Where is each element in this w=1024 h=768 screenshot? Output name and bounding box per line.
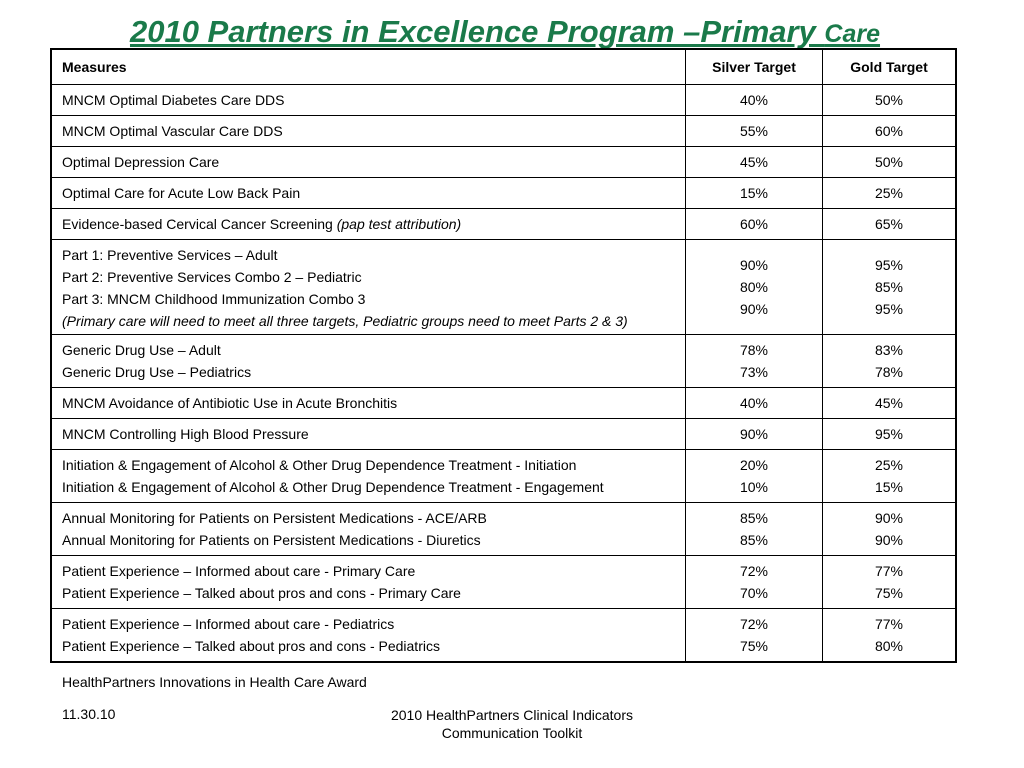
table-row xyxy=(51,178,956,209)
silver-value: 78% xyxy=(739,342,769,358)
silver-cell: 40% xyxy=(686,388,823,419)
gold-cell xyxy=(823,450,957,503)
footer-center-line: Communication Toolkit xyxy=(441,725,583,741)
silver-cell xyxy=(686,450,823,503)
silver-cell: 15% xyxy=(686,178,823,209)
measure-cell xyxy=(51,503,686,556)
gold-cell xyxy=(823,556,957,609)
measure-line: Patient Experience – Informed about care - Pediatrics xyxy=(62,616,395,632)
measure-line: Generic Drug Use – Pediatrics xyxy=(62,364,252,380)
gold-value: 90% xyxy=(874,532,904,548)
gold-cell: 50% xyxy=(823,147,957,178)
silver-cell xyxy=(686,556,823,609)
table-header-row xyxy=(51,49,956,85)
measure-cell: MNCM Avoidance of Antibiotic Use in Acute Bronchitis xyxy=(51,388,686,419)
title-main: 2010 Partners in Excellence Program –Primary xyxy=(129,14,825,49)
footer-center-text xyxy=(362,706,662,742)
silver-cell: 60% xyxy=(686,209,823,240)
measure-cell: MNCM Optimal Vascular Care DDS xyxy=(51,116,686,147)
award-caption: HealthPartners Innovations in Health Care Award xyxy=(62,674,367,690)
measure-cell: Optimal Depression Care xyxy=(51,147,686,178)
measure-note: (Primary care will need to meet all three targets, Pediatric groups need to meet Parts 2 & 3) xyxy=(62,313,628,329)
silver-value: 90% xyxy=(739,301,769,317)
gold-value: 95% xyxy=(874,301,904,317)
measure-line: Generic Drug Use – Adult xyxy=(62,342,221,358)
measure-line: Patient Experience – Talked about pros and cons - Primary Care xyxy=(62,585,461,601)
measure-cell xyxy=(51,240,686,335)
table-row xyxy=(51,419,956,450)
measure-text: Evidence-based Cervical Cancer Screening xyxy=(62,216,337,232)
silver-value: 80% xyxy=(739,279,769,295)
measure-line: Part 2: Preventive Services Combo 2 – Pediatric xyxy=(62,269,362,285)
silver-value: 75% xyxy=(739,638,769,654)
gold-value: 85% xyxy=(874,279,904,295)
silver-cell: 45% xyxy=(686,147,823,178)
gold-cell xyxy=(823,503,957,556)
silver-cell: 40% xyxy=(686,85,823,116)
measure-line: Part 1: Preventive Services – Adult xyxy=(62,247,278,263)
silver-cell xyxy=(686,503,823,556)
measure-line: Part 3: MNCM Childhood Immunization Combo 3 xyxy=(62,291,366,307)
table-row xyxy=(51,503,956,556)
measure-cell: MNCM Controlling High Blood Pressure xyxy=(51,419,686,450)
title-care: Care xyxy=(824,20,881,48)
gold-cell: 25% xyxy=(823,178,957,209)
measure-line: Patient Experience – Informed about care - Primary Care xyxy=(62,563,416,579)
gold-value: 78% xyxy=(874,364,904,380)
silver-cell xyxy=(686,240,823,335)
table-row xyxy=(51,609,956,663)
measure-line: Annual Monitoring for Patients on Persistent Medications - ACE/ARB xyxy=(62,510,487,526)
gold-value: 25% xyxy=(874,457,904,473)
silver-value: 90% xyxy=(739,257,769,273)
table-row xyxy=(51,335,956,388)
gold-cell: 65% xyxy=(823,209,957,240)
measure-cell: Optimal Care for Acute Low Back Pain xyxy=(51,178,686,209)
gold-cell xyxy=(823,240,957,335)
silver-cell: 90% xyxy=(686,419,823,450)
gold-cell: 95% xyxy=(823,419,957,450)
measure-line: Annual Monitoring for Patients on Persistent Medications - Diuretics xyxy=(62,532,481,548)
measure-line: Patient Experience – Talked about pros and cons - Pediatrics xyxy=(62,638,440,654)
table-row xyxy=(51,209,956,240)
measure-line: Initiation & Engagement of Alcohol & Other Drug Dependence Treatment - Initiation xyxy=(62,457,577,473)
header-gold-target: Gold Target xyxy=(823,49,957,85)
gold-cell: 50% xyxy=(823,85,957,116)
gold-cell: 45% xyxy=(823,388,957,419)
gold-value: 75% xyxy=(874,585,904,601)
silver-cell: 55% xyxy=(686,116,823,147)
measure-cell xyxy=(51,450,686,503)
table-row xyxy=(51,450,956,503)
silver-cell xyxy=(686,609,823,663)
table-row xyxy=(51,240,956,335)
table-row xyxy=(51,556,956,609)
gold-value: 15% xyxy=(874,479,904,495)
measure-cell xyxy=(51,209,686,240)
table-row xyxy=(51,388,956,419)
header-measures: Measures xyxy=(51,49,686,85)
gold-value: 77% xyxy=(874,616,904,632)
gold-value: 90% xyxy=(874,510,904,526)
measures-table xyxy=(50,48,957,663)
measure-line: Initiation & Engagement of Alcohol & Other Drug Dependence Treatment - Engagement xyxy=(62,479,604,495)
gold-cell xyxy=(823,335,957,388)
silver-value: 10% xyxy=(739,479,769,495)
gold-cell xyxy=(823,609,957,663)
silver-value: 85% xyxy=(739,510,769,526)
gold-cell: 60% xyxy=(823,116,957,147)
measure-note: (pap test attribution) xyxy=(336,216,462,232)
gold-value: 77% xyxy=(874,563,904,579)
header-silver-target: Silver Target xyxy=(686,49,823,85)
gold-value: 80% xyxy=(874,638,904,654)
footer-date: 11.30.10 xyxy=(62,706,116,722)
table-row xyxy=(51,85,956,116)
measure-cell xyxy=(51,556,686,609)
silver-value: 85% xyxy=(739,532,769,548)
gold-value: 83% xyxy=(874,342,904,358)
measure-cell: MNCM Optimal Diabetes Care DDS xyxy=(51,85,686,116)
silver-value: 20% xyxy=(739,457,769,473)
measure-cell xyxy=(51,609,686,663)
silver-value: 72% xyxy=(739,563,769,579)
silver-value: 73% xyxy=(739,364,769,380)
silver-value: 72% xyxy=(739,616,769,632)
measure-cell xyxy=(51,335,686,388)
table-row xyxy=(51,147,956,178)
table-row xyxy=(51,116,956,147)
gold-value: 95% xyxy=(874,257,904,273)
silver-value: 70% xyxy=(739,585,769,601)
silver-cell xyxy=(686,335,823,388)
footer-center-line: 2010 HealthPartners Clinical Indicators xyxy=(390,707,633,723)
